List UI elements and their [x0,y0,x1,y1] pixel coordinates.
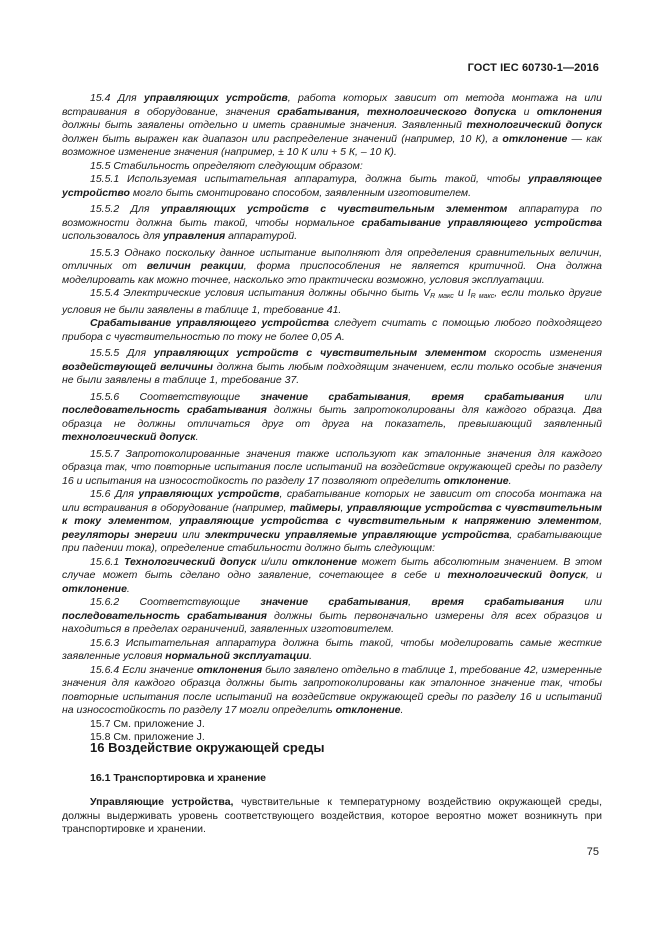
document-header: ГОСТ IEC 60730-1—2016 [467,62,599,74]
paragraph-15-5-3: 15.5.3 Однако поскольку данное испытание выполняют для определения сравнительных величин, отличных от величин реакции, форма приспособления не является критичной. Она должна моделировать как можно точнее, насколько это практически возможно, условия эксплуатации. [62,246,602,286]
paragraph-15-6-1: 15.6.1 Технологический допуск и/или отклонение может быть абсолютным значением. В этом случае может быть сделано одно заявление, сочетающее в себе и технологический допуск, и отклонение. [62,555,602,595]
paragraph-operation-current: Срабатывание управляющего устройства следует считать с помощью любого подходящего прибора с чувствительностью по току не более 0,05 А. [62,317,602,343]
paragraph-15-8: 15.8 См. приложение J. [90,731,205,743]
paragraph-15-6-3: 15.6.3 Испытательная аппаратура должна быть такой, чтобы моделировать самые жесткие заявленные условия нормальной эксплуатации. [62,636,602,662]
page-number: 75 [586,846,599,858]
section-16-text-block [62,796,602,837]
paragraph-15-6-4: 15.6.4 Если значение отклонения было заявлено отдельно в таблице 1, требование 42, измеренные значения для каждого образца должны быть запротоколированы как эталонное значение так, чтобы повторные испытания после испытаний на воздействие окружающей среды по разделу 16 и испытаний на износостойкость по разделу 17 могли определить отклонение. [62,663,602,716]
paragraph-16-1: Управляющие устройства, чувствительные к температурному воздействию окружающей среды, должны выдерживать уровень соответствующего воздействия, которое вероятно может возникнуть при транспортировке и хранении. [62,796,603,835]
paragraph-15-4: 15.4 Для управляющих устройств, работа которых зависит от метода монтажа на или встраивания в оборудование, значения срабатывания, технологического допуска и отклонения должны быть заявлены отдельно и иметь сравнимые значения. Заявленный технологический допуск должен быть выражен как диапазон или распределение значений (например, 10 К), а отклонение — как возможное изменение значения (например, ± 10 К или + 5 К, – 10 К). [62,92,603,158]
subsection-title: 16.1 Транспортировка и хранение [90,772,267,784]
paragraph-15-5: 15.5 Стабильность определяют следующим образом: [90,159,363,172]
section-title: 16 Воздействие окружающей среды [90,740,325,755]
paragraph-15-6: 15.6 Для управляющих устройств, срабатывание которых не зависит от способа монтажа на или встраивания в оборудование (например, таймеры, управляющие устройства с чувствительным к току элементом, управляющие устройства с чувствительным к напряжению элементом, регуляторы энергии или электрически управляемые управляющие устройства, срабатывающие при падении тока), определение стабильности должно быть следующим: [62,488,602,554]
main-text-block [62,92,602,745]
paragraph-15-7: 15.7 См. приложение J. [90,717,205,730]
paragraph-15-5-7: 15.5.7 Запротоколированные значения также используют как эталонные значения для каждого образца так, что повторные испытания после испытаний на воздействие окружающей среды по разделу 16 и испытания на износостойкость по разделу 17 позволяют определить отклонение. [62,447,602,487]
paragraph-15-5-5: 15.5.5 Для управляющих устройств с чувствительным элементом скорость изменения воздействующей величины должна быть любым подходящим значением, если только особые значения не были заявлены в таблице 1, требование 37. [62,347,602,386]
paragraph-15-5-2: 15.5.2 Для управляющих устройств с чувствительным элементом аппаратура по возможности должна быть такой, чтобы нормальное срабатывание управляющего устройства использовалось для управления аппаратурой. [62,203,602,242]
paragraph-15-5-6: 15.5.6 Соответствующие значение срабатывания, время срабатывания или последовательность срабатывания должны быть запротоколированы для каждого образца. Два образца не должны отличаться друг от друга на показатель, превышающий заявленный технологический допуск. [62,390,602,443]
paragraph-15-5-1: 15.5.1 Используемая испытательная аппаратура, должна быть такой, чтобы управляющее устройство могло быть смонтировано способом, заявленным изготовителем. [62,173,602,199]
paragraph-15-5-4: 15.5.4 Электрические условия испытания должны обычно быть $V_{R макс}$ и $I_{R макс}$, если только другие условия не были заявлены в таблице 1, требование 41. [62,287,602,316]
paragraph-15-6-2: 15.6.2 Соответствующие значение срабатывания, время срабатывания или последовательность срабатывания должны быть первоначально измерены для всех образцов и находиться в пределах ограничений, заявленных изготовителем. [62,596,602,635]
